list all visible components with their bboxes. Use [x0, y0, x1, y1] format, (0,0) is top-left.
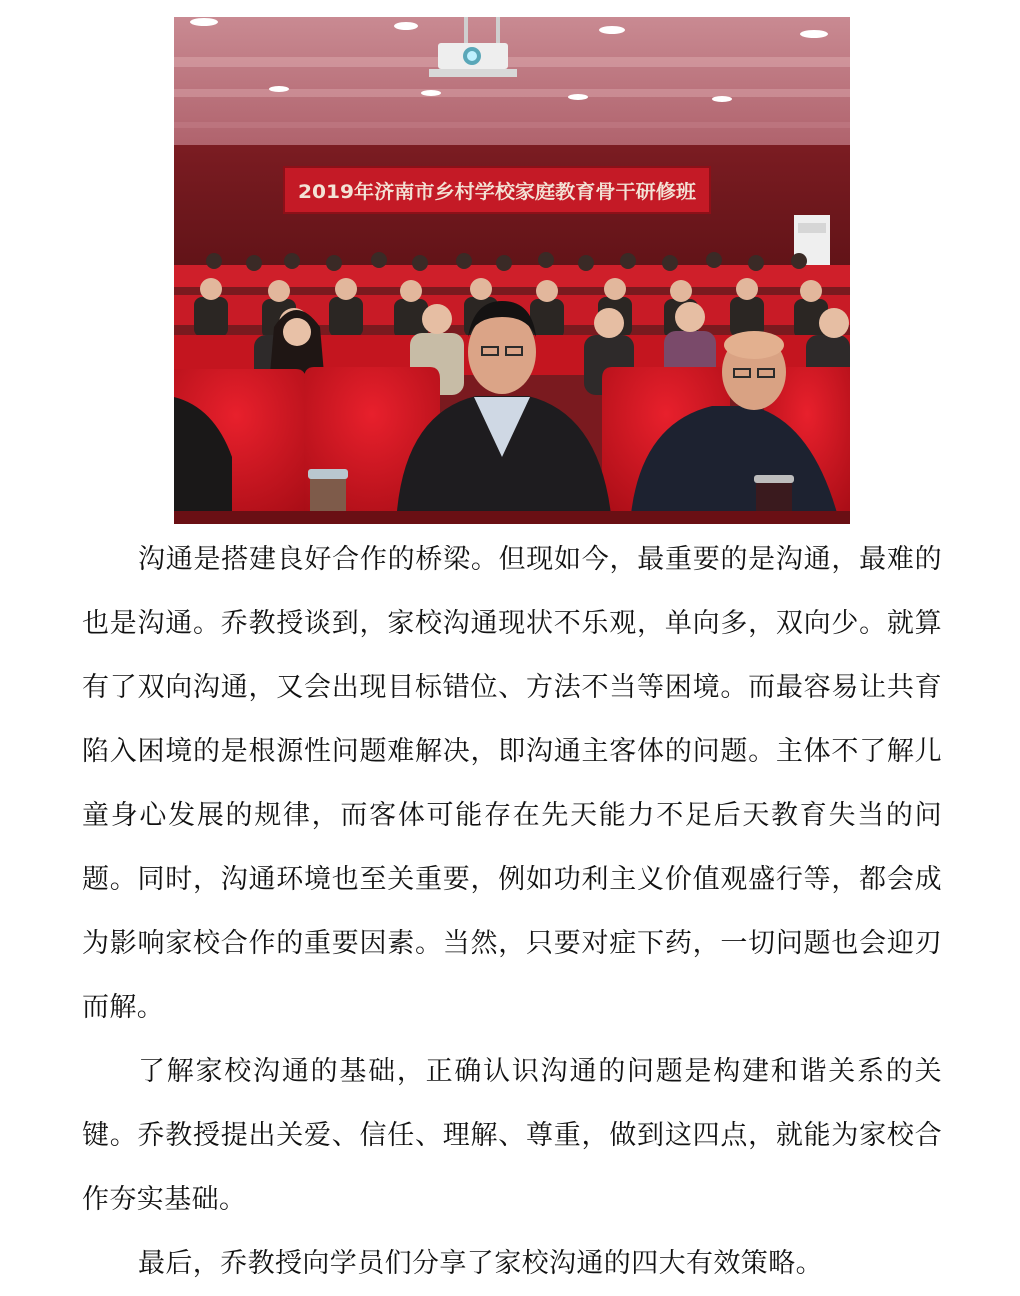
- article-body: [82, 528, 942, 1296]
- banner-text: 2019年济南市乡村学校家庭教育骨干研修班: [298, 181, 674, 203]
- paragraph-communication-basis: 了解家校沟通的基础，正确认识沟通的问题是构建和谐关系的关键。乔教授提出关爱、信任、理解、尊重，做到这四点，就能为家校合作夯实基础。: [82, 1056, 942, 1215]
- lecture-hall-photo: [174, 17, 850, 524]
- paragraph-strategies-intro: 最后，乔教授向学员们分享了家校沟通的四大有效策略。: [138, 1248, 823, 1279]
- paragraph-communication-problems: 沟通是搭建良好合作的桥梁。但现如今，最重要的是沟通，最难的也是沟通。乔教授谈到，家校沟通现状不乐观，单向多，双向少。就算有了双向沟通，又会出现目标错位、方法不当等困境。而最容易让共育陷入困境的是根源性问题难解决，即沟通主客体的问题。主体不了解儿童身心发展的规律，而客体可能存在先天能力不足后天教育失当的问题。同时，沟通环境也至关重要，例如功利主义价值观盛行等，都会成为影响家校合作的重要因素。当然，只要对症下药，一切问题也会迎刃而解。: [82, 544, 942, 1023]
